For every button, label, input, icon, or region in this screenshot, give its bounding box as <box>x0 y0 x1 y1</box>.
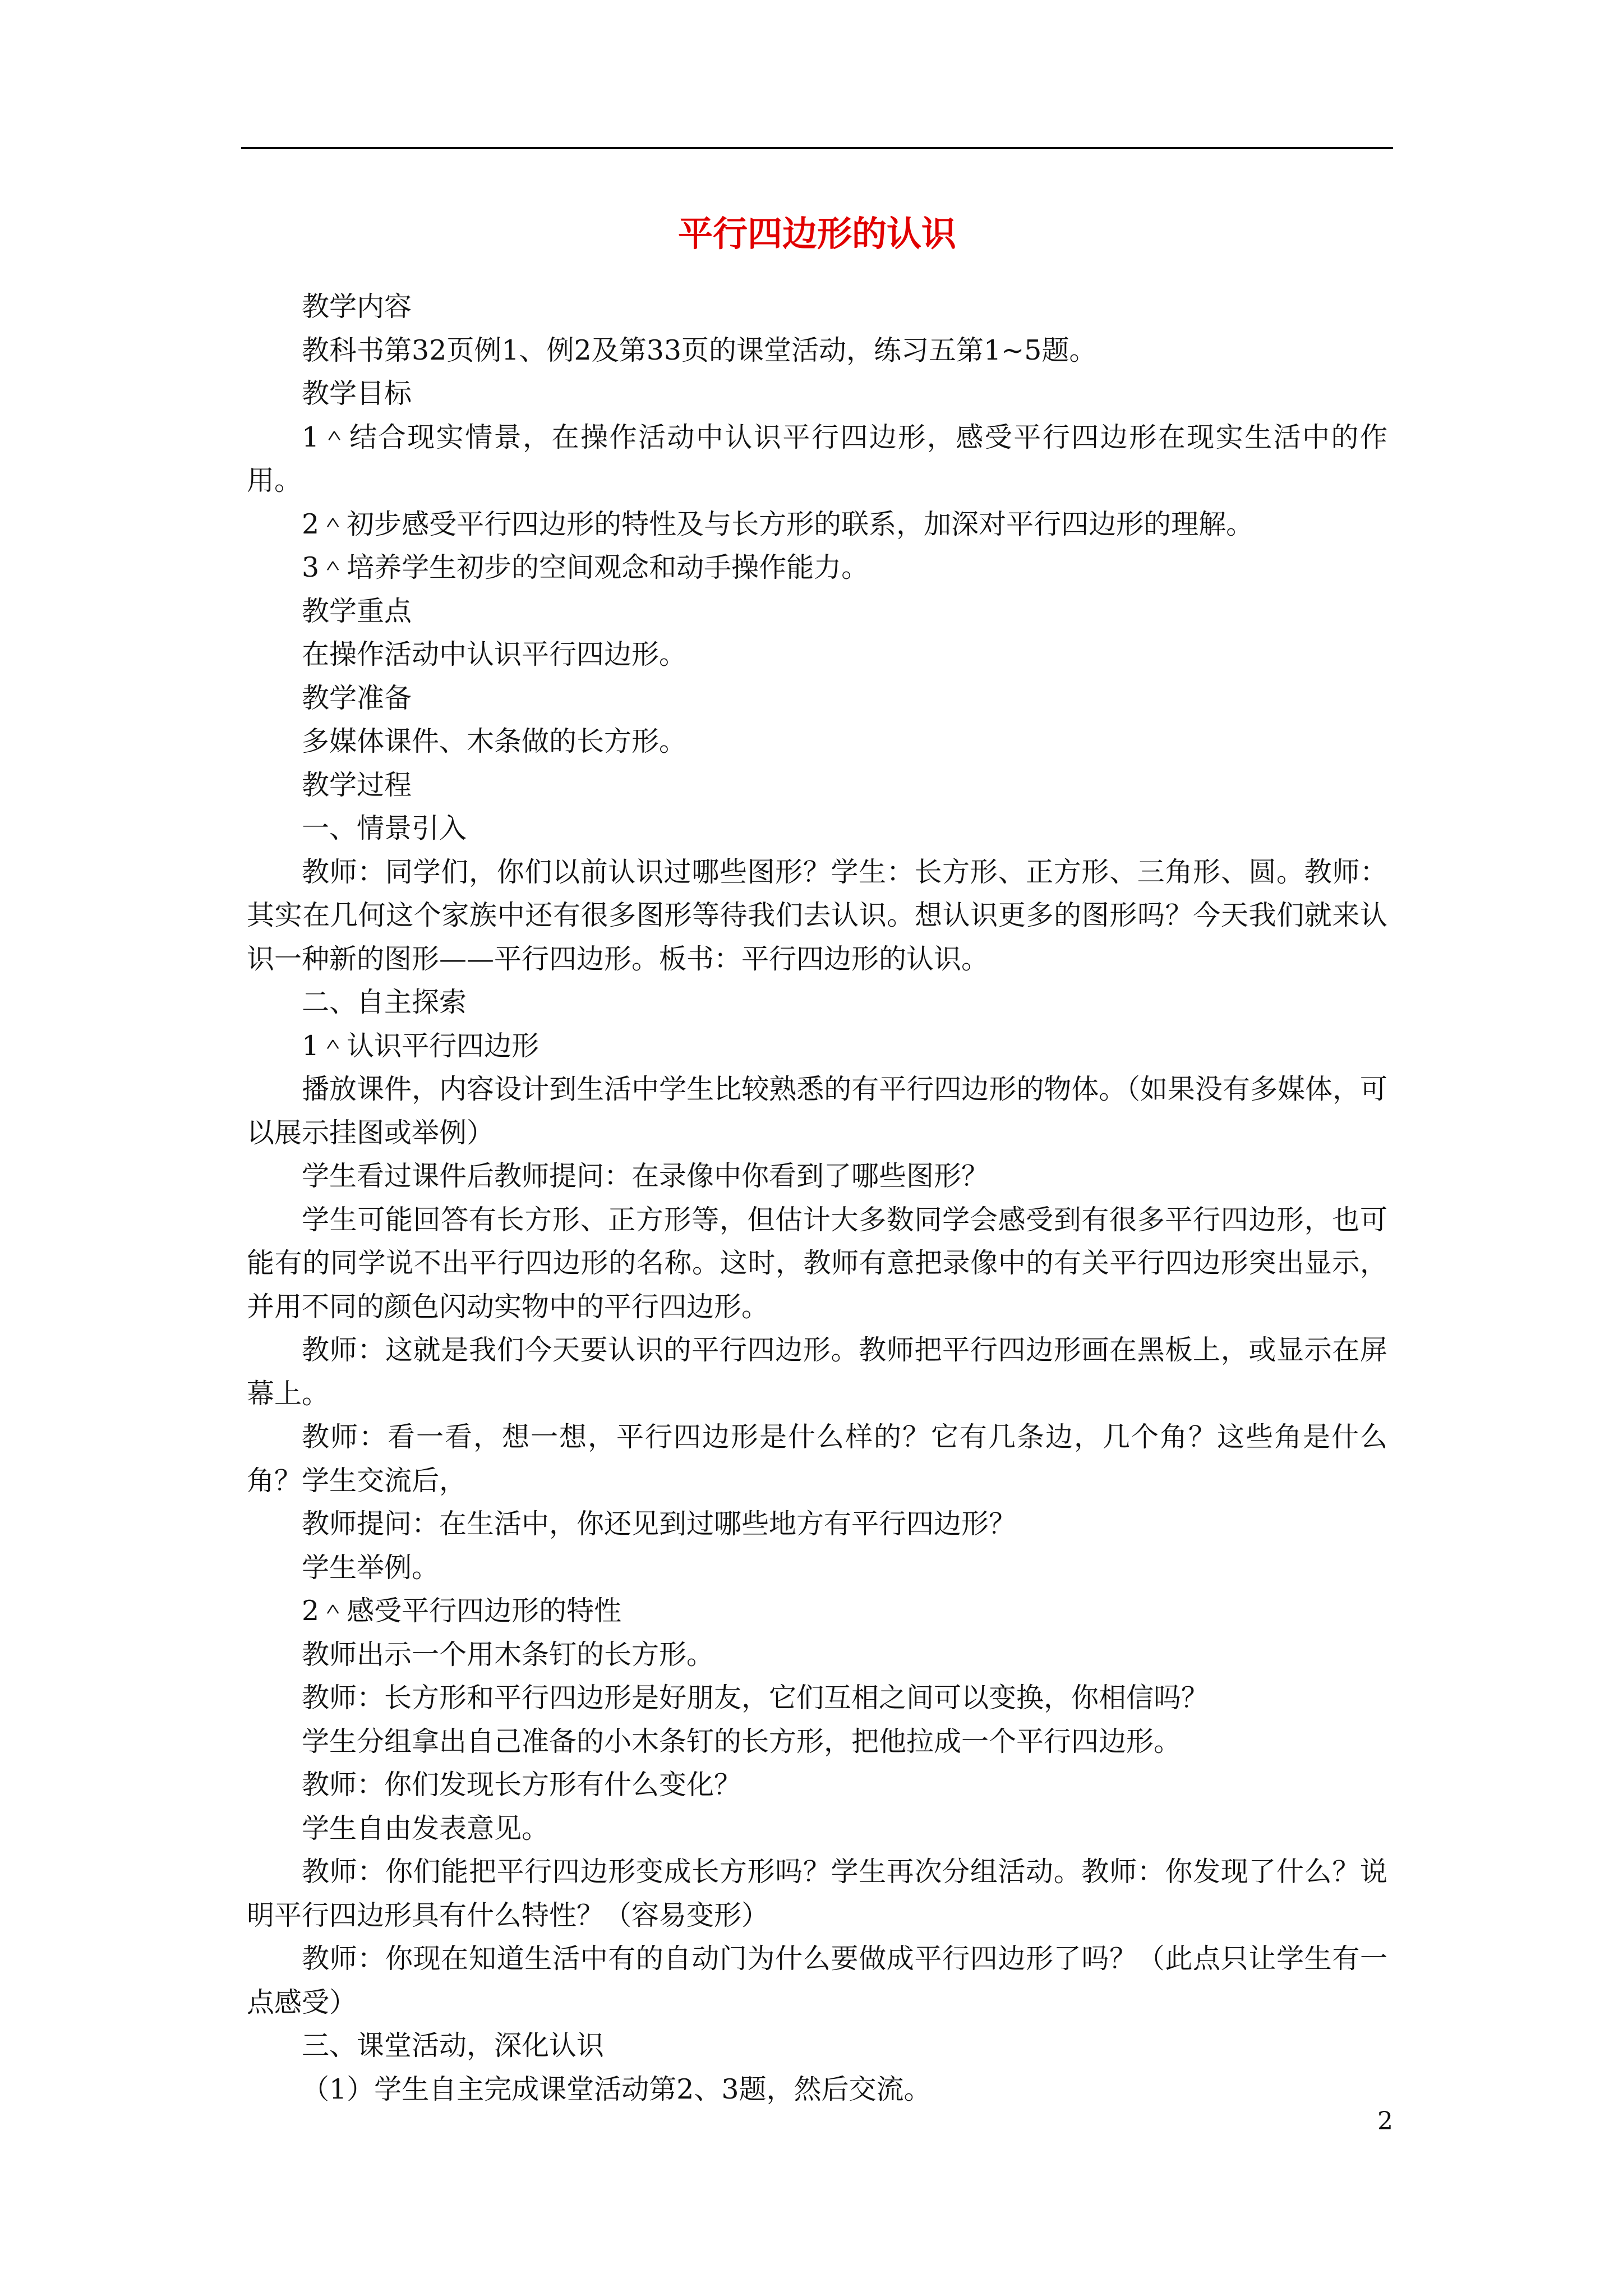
paragraph: 教师：长方形和平行四边形是好朋友，它们互相之间可以变换，你相信吗？ <box>302 1682 1209 1714</box>
paragraph: 一、情景引入 <box>302 812 467 844</box>
paragraph: 三、课堂活动，深化认识 <box>302 2030 605 2062</box>
paragraph: 学生分组拿出自己准备的小木条钉的长方形，把他拉成一个平行四边形。 <box>302 1725 1182 1757</box>
paragraph: 教科书第32页例1、例2及第33页的课堂活动，练习五第1~5题。 <box>302 334 1097 366</box>
paragraph: 学生举例。 <box>302 1551 440 1584</box>
paragraph: 教师：同学们，你们以前认识过哪些图形？学生：长方形、正方形、三角形、圆。教师：其实在几何这个家族中还有很多图形等待我们去认识。想认识更多的图形吗？今天我们就来认识一种新的图形——平行四边形。板书：平行四边形的认识。 <box>247 855 1387 975</box>
paragraph: 学生可能回答有长方形、正方形等，但估计大多数同学会感受到有很多平行四边形，也可能有的同学说不出平行四边形的名称。这时，教师有意把录像中的有关平行四边形突出显示，并用不同的颜色闪动实物中的平行四边形。 <box>247 1203 1387 1323</box>
paragraph: 教师：你现在知道生活中有的自动门为什么要做成平行四边形了吗？（此点只让学生有一点感受） <box>247 1943 1387 2018</box>
paragraph: 教师出示一个用木条钉的长方形。 <box>302 1638 714 1671</box>
paragraph: 教学内容 <box>302 291 412 323</box>
paragraph: 学生看过课件后教师提问：在录像中你看到了哪些图形？ <box>302 1160 989 1192</box>
paragraph: 学生自由发表意见。 <box>302 1812 550 1844</box>
paragraph: 1＾结合现实情景，在操作活动中认识平行四边形，感受平行四边形在现实生活中的作用。 <box>247 421 1387 496</box>
paragraph: 多媒体课件、木条做的长方形。 <box>302 725 687 757</box>
document-title: 平行四边形的认识 <box>677 213 956 254</box>
paragraph: 2＾感受平行四边形的特性 <box>302 1595 622 1627</box>
paragraph: 教师提问：在生活中，你还见到过哪些地方有平行四边形？ <box>302 1508 1017 1540</box>
header-rule <box>241 147 1393 149</box>
paragraph: 教学目标 <box>302 378 412 409</box>
paragraph: 1＾认识平行四边形 <box>302 1029 540 1062</box>
document-body <box>247 285 1387 2111</box>
paragraph: 2＾初步感受平行四边形的特性及与长方形的联系，加深对平行四边形的理解。 <box>302 508 1254 540</box>
page-number: 2 <box>1377 2107 1393 2136</box>
paragraph: （1）学生自主完成课堂活动第2、3题，然后交流。 <box>302 2073 932 2105</box>
paragraph: 教学准备 <box>302 682 412 714</box>
paragraph: 播放课件，内容设计到生活中学生比较熟悉的有平行四边形的物体。（如果没有多媒体，可以展示挂图或举例） <box>247 1073 1387 1149</box>
paragraph: 教学重点 <box>302 595 412 627</box>
paragraph: 教师：看一看，想一想，平行四边形是什么样的？它有几条边，几个角？这些角是什么角？学生交流后， <box>247 1421 1387 1497</box>
paragraph: 教学过程 <box>302 769 412 801</box>
paragraph: 3＾培养学生初步的空间观念和动手操作能力。 <box>302 551 869 583</box>
paragraph: 教师：这就是我们今天要认识的平行四边形。教师把平行四边形画在黑板上，或显示在屏幕上。 <box>247 1334 1387 1410</box>
paragraph: 二、自主探索 <box>302 986 467 1018</box>
paragraph: 教师：你们发现长方形有什么变化？ <box>302 1769 742 1801</box>
paragraph: 在操作活动中认识平行四边形。 <box>302 638 687 670</box>
paragraph: 教师：你们能把平行四边形变成长方形吗？学生再次分组活动。教师：你发现了什么？说明平行四边形具有什么特性？（容易变形） <box>247 1856 1387 1931</box>
